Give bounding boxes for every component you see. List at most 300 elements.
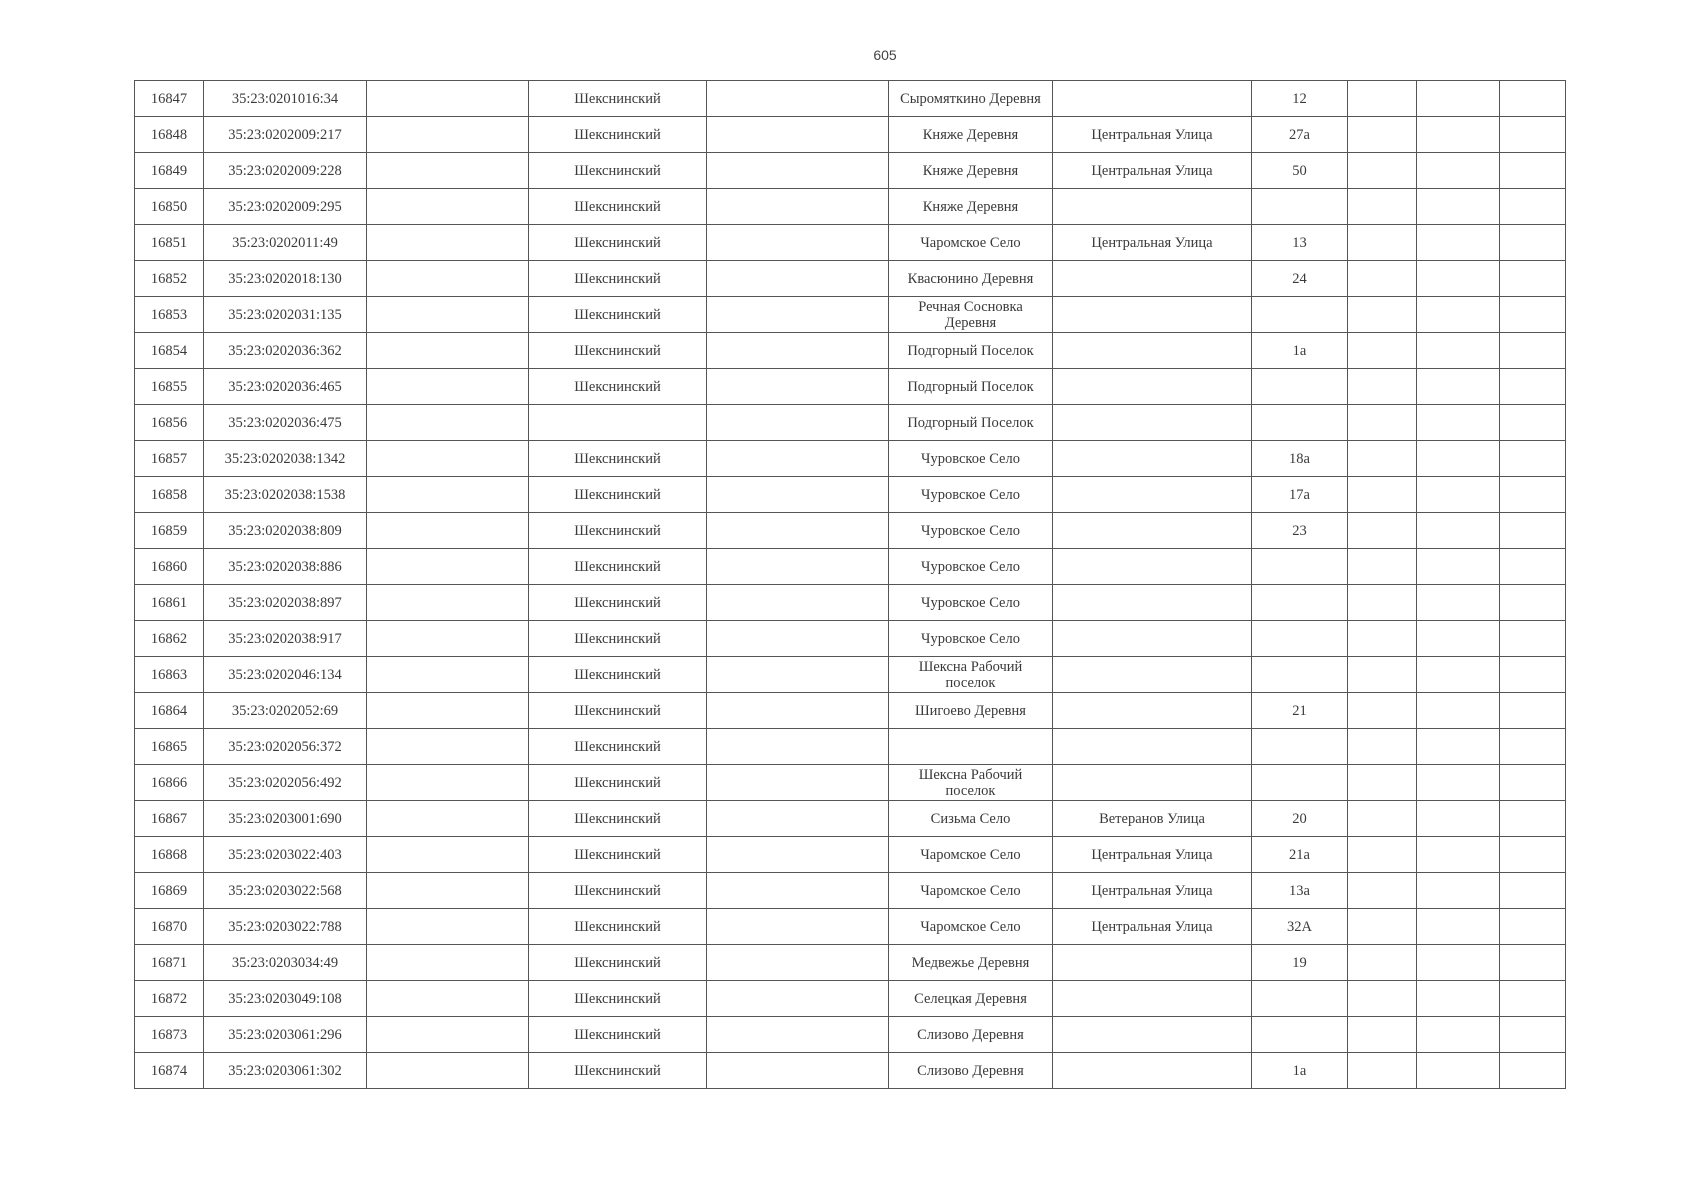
empty-cell: [1500, 117, 1566, 153]
empty-cell: [367, 477, 529, 513]
empty-cell: [707, 1017, 889, 1053]
district-cell: Шекснинский: [529, 1053, 707, 1089]
empty-cell: [1417, 441, 1500, 477]
empty-cell: [367, 225, 529, 261]
empty-cell: [707, 117, 889, 153]
street-cell: Центральная Улица: [1053, 909, 1252, 945]
cadastral-number-cell: 35:23:0202009:295: [204, 189, 367, 225]
house-number-cell: 23: [1252, 513, 1348, 549]
house-number-cell: 12: [1252, 81, 1348, 117]
table-row: [135, 261, 1566, 297]
empty-cell: [1417, 81, 1500, 117]
table-row: [135, 441, 1566, 477]
street-cell: Центральная Улица: [1053, 225, 1252, 261]
empty-cell: [1348, 261, 1417, 297]
house-number-cell: [1252, 621, 1348, 657]
table-row: [135, 405, 1566, 441]
empty-cell: [1348, 441, 1417, 477]
empty-cell: [1348, 549, 1417, 585]
locality-cell: Слизово Деревня: [889, 1017, 1053, 1053]
house-number-cell: 1а: [1252, 333, 1348, 369]
empty-cell: [707, 729, 889, 765]
table-row: [135, 873, 1566, 909]
house-number-cell: 1а: [1252, 1053, 1348, 1089]
street-cell: [1053, 477, 1252, 513]
table-row: [135, 297, 1566, 333]
empty-cell: [367, 153, 529, 189]
empty-cell: [707, 225, 889, 261]
empty-cell: [1500, 621, 1566, 657]
locality-cell: Шексна Рабочий поселок: [889, 765, 1053, 801]
row-number-cell: 16865: [135, 729, 204, 765]
table-row: [135, 585, 1566, 621]
empty-cell: [1417, 765, 1500, 801]
house-number-cell: 24: [1252, 261, 1348, 297]
cadastral-number-cell: 35:23:0202038:1538: [204, 477, 367, 513]
empty-cell: [367, 81, 529, 117]
empty-cell: [707, 621, 889, 657]
cadastral-number-cell: 35:23:0203061:296: [204, 1017, 367, 1053]
district-cell: Шекснинский: [529, 693, 707, 729]
table-row: [135, 801, 1566, 837]
table-row: [135, 117, 1566, 153]
table-row: [135, 1017, 1566, 1053]
empty-cell: [1348, 81, 1417, 117]
empty-cell: [1417, 369, 1500, 405]
empty-cell: [1348, 729, 1417, 765]
street-cell: [1053, 945, 1252, 981]
row-number-cell: 16847: [135, 81, 204, 117]
empty-cell: [1500, 837, 1566, 873]
district-cell: Шекснинский: [529, 873, 707, 909]
empty-cell: [1348, 909, 1417, 945]
table-row: [135, 1053, 1566, 1089]
table-row: [135, 225, 1566, 261]
empty-cell: [367, 837, 529, 873]
empty-cell: [707, 1053, 889, 1089]
district-cell: Шекснинский: [529, 225, 707, 261]
empty-cell: [1500, 513, 1566, 549]
house-number-cell: [1252, 657, 1348, 693]
empty-cell: [1417, 549, 1500, 585]
table-row: [135, 729, 1566, 765]
empty-cell: [1500, 585, 1566, 621]
row-number-cell: 16872: [135, 981, 204, 1017]
locality-cell: Чуровское Село: [889, 621, 1053, 657]
empty-cell: [1417, 981, 1500, 1017]
empty-cell: [1417, 225, 1500, 261]
house-number-cell: [1252, 297, 1348, 333]
row-number-cell: 16852: [135, 261, 204, 297]
cadastral-number-cell: 35:23:0202038:897: [204, 585, 367, 621]
street-cell: [1053, 405, 1252, 441]
row-number-cell: 16857: [135, 441, 204, 477]
street-cell: [1053, 765, 1252, 801]
empty-cell: [1417, 1053, 1500, 1089]
district-cell: Шекснинский: [529, 765, 707, 801]
row-number-cell: 16856: [135, 405, 204, 441]
empty-cell: [1500, 405, 1566, 441]
table-row: [135, 945, 1566, 981]
locality-cell: Чуровское Село: [889, 585, 1053, 621]
house-number-cell: 21а: [1252, 837, 1348, 873]
empty-cell: [707, 909, 889, 945]
cadastral-number-cell: 35:23:0202056:372: [204, 729, 367, 765]
empty-cell: [1348, 297, 1417, 333]
empty-cell: [1417, 153, 1500, 189]
locality-cell: Чуровское Село: [889, 549, 1053, 585]
house-number-cell: 17а: [1252, 477, 1348, 513]
street-cell: [1053, 981, 1252, 1017]
house-number-cell: 50: [1252, 153, 1348, 189]
cadastral-number-cell: 35:23:0202038:886: [204, 549, 367, 585]
empty-cell: [1417, 729, 1500, 765]
row-number-cell: 16866: [135, 765, 204, 801]
empty-cell: [367, 693, 529, 729]
empty-cell: [1417, 297, 1500, 333]
cadastral-number-cell: 35:23:0202031:135: [204, 297, 367, 333]
empty-cell: [1348, 225, 1417, 261]
district-cell: Шекснинский: [529, 945, 707, 981]
house-number-cell: 18а: [1252, 441, 1348, 477]
empty-cell: [367, 297, 529, 333]
empty-cell: [1500, 225, 1566, 261]
row-number-cell: 16853: [135, 297, 204, 333]
empty-cell: [707, 369, 889, 405]
locality-cell: Чуровское Село: [889, 477, 1053, 513]
empty-cell: [1417, 1017, 1500, 1053]
empty-cell: [1348, 981, 1417, 1017]
empty-cell: [707, 261, 889, 297]
street-cell: [1053, 81, 1252, 117]
empty-cell: [367, 1017, 529, 1053]
locality-cell: Княже Деревня: [889, 189, 1053, 225]
locality-cell: Сыромяткино Деревня: [889, 81, 1053, 117]
empty-cell: [707, 441, 889, 477]
row-number-cell: 16854: [135, 333, 204, 369]
district-cell: Шекснинский: [529, 261, 707, 297]
empty-cell: [707, 765, 889, 801]
house-number-cell: [1252, 1017, 1348, 1053]
locality-cell: Подгорный Поселок: [889, 333, 1053, 369]
empty-cell: [707, 549, 889, 585]
cadastral-number-cell: 35:23:0202056:492: [204, 765, 367, 801]
empty-cell: [707, 585, 889, 621]
street-cell: [1053, 1017, 1252, 1053]
locality-cell: Княже Деревня: [889, 153, 1053, 189]
empty-cell: [367, 513, 529, 549]
empty-cell: [707, 153, 889, 189]
cadastral-number-cell: 35:23:0202036:362: [204, 333, 367, 369]
empty-cell: [367, 261, 529, 297]
empty-cell: [1348, 837, 1417, 873]
empty-cell: [707, 405, 889, 441]
table-row: [135, 837, 1566, 873]
table-row: [135, 909, 1566, 945]
empty-cell: [1417, 693, 1500, 729]
locality-cell: Княже Деревня: [889, 117, 1053, 153]
street-cell: [1053, 549, 1252, 585]
empty-cell: [1417, 873, 1500, 909]
house-number-cell: [1252, 549, 1348, 585]
row-number-cell: 16864: [135, 693, 204, 729]
cadastral-number-cell: 35:23:0203061:302: [204, 1053, 367, 1089]
house-number-cell: 19: [1252, 945, 1348, 981]
row-number-cell: 16869: [135, 873, 204, 909]
row-number-cell: 16861: [135, 585, 204, 621]
house-number-cell: [1252, 405, 1348, 441]
empty-cell: [367, 621, 529, 657]
empty-cell: [1417, 621, 1500, 657]
page-number: 605: [873, 47, 897, 63]
locality-cell: Подгорный Поселок: [889, 369, 1053, 405]
empty-cell: [1417, 657, 1500, 693]
cadastral-number-cell: 35:23:0202036:475: [204, 405, 367, 441]
house-number-cell: 32А: [1252, 909, 1348, 945]
locality-cell: [889, 729, 1053, 765]
empty-cell: [1348, 333, 1417, 369]
locality-cell: Подгорный Поселок: [889, 405, 1053, 441]
empty-cell: [1500, 801, 1566, 837]
empty-cell: [707, 477, 889, 513]
empty-cell: [1348, 585, 1417, 621]
house-number-cell: [1252, 729, 1348, 765]
empty-cell: [1348, 1017, 1417, 1053]
locality-cell: Медвежье Деревня: [889, 945, 1053, 981]
cadastral-number-cell: 35:23:0203022:568: [204, 873, 367, 909]
empty-cell: [367, 441, 529, 477]
empty-cell: [1417, 585, 1500, 621]
empty-cell: [1348, 513, 1417, 549]
property-register-table: [134, 80, 1566, 1089]
empty-cell: [367, 585, 529, 621]
cadastral-number-cell: 35:23:0202009:228: [204, 153, 367, 189]
street-cell: [1053, 333, 1252, 369]
house-number-cell: 20: [1252, 801, 1348, 837]
district-cell: Шекснинский: [529, 513, 707, 549]
empty-cell: [367, 1053, 529, 1089]
locality-cell: Чуровское Село: [889, 441, 1053, 477]
street-cell: [1053, 261, 1252, 297]
empty-cell: [367, 189, 529, 225]
street-cell: Центральная Улица: [1053, 837, 1252, 873]
empty-cell: [1500, 765, 1566, 801]
empty-cell: [1500, 477, 1566, 513]
empty-cell: [1348, 189, 1417, 225]
empty-cell: [1348, 117, 1417, 153]
empty-cell: [1500, 693, 1566, 729]
locality-cell: Чаромское Село: [889, 873, 1053, 909]
cadastral-number-cell: 35:23:0203034:49: [204, 945, 367, 981]
district-cell: Шекснинский: [529, 981, 707, 1017]
empty-cell: [1417, 189, 1500, 225]
empty-cell: [707, 513, 889, 549]
table-row: [135, 621, 1566, 657]
empty-cell: [367, 369, 529, 405]
house-number-cell: [1252, 765, 1348, 801]
table-row: [135, 765, 1566, 801]
district-cell: Шекснинский: [529, 117, 707, 153]
locality-cell: Слизово Деревня: [889, 1053, 1053, 1089]
street-cell: [1053, 513, 1252, 549]
empty-cell: [1500, 549, 1566, 585]
district-cell: Шекснинский: [529, 153, 707, 189]
cadastral-number-cell: 35:23:0203049:108: [204, 981, 367, 1017]
house-number-cell: [1252, 369, 1348, 405]
cadastral-number-cell: 35:23:0202036:465: [204, 369, 367, 405]
empty-cell: [1500, 981, 1566, 1017]
empty-cell: [707, 81, 889, 117]
empty-cell: [1417, 477, 1500, 513]
empty-cell: [367, 729, 529, 765]
street-cell: Центральная Улица: [1053, 153, 1252, 189]
empty-cell: [1500, 297, 1566, 333]
table-row: [135, 549, 1566, 585]
cadastral-number-cell: 35:23:0203001:690: [204, 801, 367, 837]
empty-cell: [1500, 729, 1566, 765]
empty-cell: [1348, 945, 1417, 981]
cadastral-number-cell: 35:23:0201016:34: [204, 81, 367, 117]
empty-cell: [367, 873, 529, 909]
street-cell: [1053, 297, 1252, 333]
empty-cell: [1500, 153, 1566, 189]
empty-cell: [1348, 405, 1417, 441]
locality-cell: Шигоево Деревня: [889, 693, 1053, 729]
empty-cell: [1417, 117, 1500, 153]
district-cell: Шекснинский: [529, 801, 707, 837]
empty-cell: [1500, 369, 1566, 405]
district-cell: Шекснинский: [529, 81, 707, 117]
district-cell: Шекснинский: [529, 441, 707, 477]
empty-cell: [707, 873, 889, 909]
empty-cell: [707, 297, 889, 333]
empty-cell: [1500, 261, 1566, 297]
empty-cell: [1348, 153, 1417, 189]
district-cell: Шекснинский: [529, 297, 707, 333]
empty-cell: [1500, 441, 1566, 477]
district-cell: Шекснинский: [529, 369, 707, 405]
empty-cell: [1500, 657, 1566, 693]
table-row: [135, 369, 1566, 405]
table-row: [135, 189, 1566, 225]
table-row: [135, 477, 1566, 513]
empty-cell: [707, 189, 889, 225]
empty-cell: [1348, 621, 1417, 657]
row-number-cell: 16855: [135, 369, 204, 405]
empty-cell: [1500, 1017, 1566, 1053]
cadastral-number-cell: 35:23:0202038:917: [204, 621, 367, 657]
empty-cell: [1500, 333, 1566, 369]
empty-cell: [1417, 837, 1500, 873]
house-number-cell: 13а: [1252, 873, 1348, 909]
row-number-cell: 16850: [135, 189, 204, 225]
district-cell: Шекснинский: [529, 333, 707, 369]
cadastral-number-cell: 35:23:0202009:217: [204, 117, 367, 153]
district-cell: Шекснинский: [529, 549, 707, 585]
empty-cell: [367, 333, 529, 369]
locality-cell: Чаромское Село: [889, 225, 1053, 261]
table-row: [135, 81, 1566, 117]
row-number-cell: 16860: [135, 549, 204, 585]
empty-cell: [707, 801, 889, 837]
empty-cell: [1500, 189, 1566, 225]
street-cell: Ветеранов Улица: [1053, 801, 1252, 837]
district-cell: [529, 405, 707, 441]
house-number-cell: [1252, 189, 1348, 225]
row-number-cell: 16870: [135, 909, 204, 945]
district-cell: Шекснинский: [529, 477, 707, 513]
street-cell: [1053, 693, 1252, 729]
cadastral-number-cell: 35:23:0202038:1342: [204, 441, 367, 477]
empty-cell: [1348, 765, 1417, 801]
table-row: [135, 333, 1566, 369]
district-cell: Шекснинский: [529, 729, 707, 765]
empty-cell: [367, 549, 529, 585]
empty-cell: [1348, 369, 1417, 405]
row-number-cell: 16868: [135, 837, 204, 873]
district-cell: Шекснинский: [529, 1017, 707, 1053]
locality-cell: Квасюнино Деревня: [889, 261, 1053, 297]
row-number-cell: 16874: [135, 1053, 204, 1089]
empty-cell: [707, 657, 889, 693]
empty-cell: [1500, 1053, 1566, 1089]
cadastral-number-cell: 35:23:0202046:134: [204, 657, 367, 693]
empty-cell: [1417, 801, 1500, 837]
empty-cell: [367, 117, 529, 153]
street-cell: Центральная Улица: [1053, 873, 1252, 909]
house-number-cell: 27а: [1252, 117, 1348, 153]
empty-cell: [1500, 81, 1566, 117]
empty-cell: [1348, 801, 1417, 837]
empty-cell: [1500, 945, 1566, 981]
locality-cell: Селецкая Деревня: [889, 981, 1053, 1017]
empty-cell: [1500, 909, 1566, 945]
empty-cell: [1417, 513, 1500, 549]
row-number-cell: 16863: [135, 657, 204, 693]
cadastral-number-cell: 35:23:0202038:809: [204, 513, 367, 549]
house-number-cell: [1252, 981, 1348, 1017]
empty-cell: [367, 945, 529, 981]
row-number-cell: 16849: [135, 153, 204, 189]
empty-cell: [1500, 873, 1566, 909]
row-number-cell: 16851: [135, 225, 204, 261]
district-cell: Шекснинский: [529, 909, 707, 945]
locality-cell: Речная Сосновка Деревня: [889, 297, 1053, 333]
empty-cell: [707, 693, 889, 729]
cadastral-number-cell: 35:23:0203022:788: [204, 909, 367, 945]
table-row: [135, 153, 1566, 189]
table-row: [135, 513, 1566, 549]
empty-cell: [1417, 909, 1500, 945]
row-number-cell: 16873: [135, 1017, 204, 1053]
cadastral-number-cell: 35:23:0202052:69: [204, 693, 367, 729]
street-cell: [1053, 657, 1252, 693]
district-cell: Шекснинский: [529, 837, 707, 873]
street-cell: [1053, 621, 1252, 657]
cadastral-number-cell: 35:23:0202011:49: [204, 225, 367, 261]
empty-cell: [1348, 873, 1417, 909]
row-number-cell: 16867: [135, 801, 204, 837]
empty-cell: [1348, 657, 1417, 693]
street-cell: [1053, 1053, 1252, 1089]
row-number-cell: 16848: [135, 117, 204, 153]
empty-cell: [367, 765, 529, 801]
locality-cell: Чаромское Село: [889, 837, 1053, 873]
empty-cell: [1417, 333, 1500, 369]
street-cell: Центральная Улица: [1053, 117, 1252, 153]
empty-cell: [1417, 945, 1500, 981]
locality-cell: Чаромское Село: [889, 909, 1053, 945]
